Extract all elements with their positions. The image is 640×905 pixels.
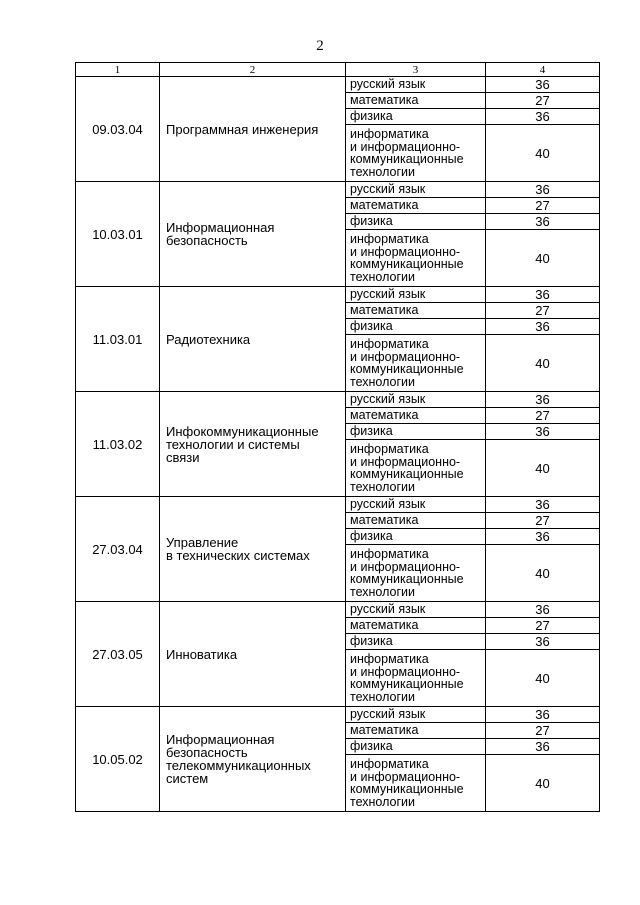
admission-table bbox=[75, 62, 600, 812]
program-name-cell bbox=[160, 707, 346, 812]
minimum-score: 36 bbox=[486, 739, 600, 755]
minimum-score: 36 bbox=[486, 214, 600, 230]
table-body bbox=[76, 77, 600, 812]
exam-subject: информатика и информационно- коммуникационные технологии bbox=[346, 650, 486, 707]
minimum-score: 36 bbox=[486, 77, 600, 93]
exam-subject: физика bbox=[346, 109, 486, 125]
minimum-score: 40 bbox=[486, 545, 600, 602]
minimum-score: 40 bbox=[486, 125, 600, 182]
exam-subject: информатика и информационно- коммуникационные технологии bbox=[346, 755, 486, 812]
minimum-score: 27 bbox=[486, 723, 600, 739]
exam-subject: физика bbox=[346, 634, 486, 650]
exam-subject: информатика и информационно- коммуникационные технологии bbox=[346, 230, 486, 287]
exam-subject: физика bbox=[346, 319, 486, 335]
table-row bbox=[76, 707, 600, 723]
exam-subject: математика bbox=[346, 408, 486, 424]
minimum-score: 36 bbox=[486, 707, 600, 723]
exam-subject: математика bbox=[346, 198, 486, 214]
exam-subject: математика bbox=[346, 723, 486, 739]
minimum-score: 27 bbox=[486, 408, 600, 424]
program-code: 27.03.05 bbox=[76, 602, 160, 707]
column-number-4: 4 bbox=[486, 63, 600, 77]
program-name-cell bbox=[160, 77, 346, 182]
program-name: Управление в технических системах bbox=[166, 535, 310, 563]
minimum-score: 40 bbox=[486, 230, 600, 287]
minimum-score: 27 bbox=[486, 198, 600, 214]
program-name: Информационная безопасность bbox=[166, 220, 275, 248]
minimum-score: 27 bbox=[486, 93, 600, 109]
minimum-score: 27 bbox=[486, 618, 600, 634]
exam-subject: информатика и информационно- коммуникационные технологии bbox=[346, 125, 486, 182]
program-name-cell bbox=[160, 182, 346, 287]
table-row bbox=[76, 602, 600, 618]
exam-subject: физика bbox=[346, 529, 486, 545]
program-name: Программная инженерия bbox=[166, 121, 319, 137]
minimum-score: 36 bbox=[486, 287, 600, 303]
column-number-row bbox=[76, 63, 600, 77]
minimum-score: 40 bbox=[486, 335, 600, 392]
minimum-score: 36 bbox=[486, 182, 600, 198]
page-number: 2 bbox=[316, 38, 324, 54]
exam-subject: физика bbox=[346, 739, 486, 755]
program-code: 11.03.01 bbox=[76, 287, 160, 392]
minimum-score: 36 bbox=[486, 319, 600, 335]
exam-subject: информатика и информационно- коммуникационные технологии bbox=[346, 545, 486, 602]
program-name-cell bbox=[160, 287, 346, 392]
exam-subject: математика bbox=[346, 93, 486, 109]
program-name: Инноватика bbox=[166, 646, 238, 662]
exam-subject: информатика и информационно- коммуникационные технологии bbox=[346, 440, 486, 497]
program-code: 10.05.02 bbox=[76, 707, 160, 812]
exam-subject: русский язык bbox=[346, 497, 486, 513]
program-name: Радиотехника bbox=[166, 331, 251, 347]
table-row bbox=[76, 182, 600, 198]
exam-subject: русский язык bbox=[346, 392, 486, 408]
exam-subject: математика bbox=[346, 513, 486, 529]
program-code: 09.03.04 bbox=[76, 77, 160, 182]
minimum-score: 40 bbox=[486, 755, 600, 812]
column-number-1: 1 bbox=[76, 63, 160, 77]
table-row bbox=[76, 287, 600, 303]
exam-subject: русский язык bbox=[346, 182, 486, 198]
program-name: Инфокоммуникационные технологии и системы связи bbox=[166, 423, 319, 465]
minimum-score: 36 bbox=[486, 392, 600, 408]
exam-subject: русский язык bbox=[346, 287, 486, 303]
exam-subject: русский язык bbox=[346, 77, 486, 93]
minimum-score: 40 bbox=[486, 440, 600, 497]
program-name: Информационная безопасность телекоммуникационных систем bbox=[166, 732, 311, 786]
program-name-cell bbox=[160, 602, 346, 707]
table-row bbox=[76, 77, 600, 93]
exam-subject: русский язык bbox=[346, 602, 486, 618]
exam-subject: математика bbox=[346, 303, 486, 319]
minimum-score: 36 bbox=[486, 602, 600, 618]
minimum-score: 36 bbox=[486, 497, 600, 513]
minimum-score: 27 bbox=[486, 303, 600, 319]
exam-subject: математика bbox=[346, 618, 486, 634]
minimum-score: 36 bbox=[486, 634, 600, 650]
program-name-cell bbox=[160, 392, 346, 497]
minimum-score: 36 bbox=[486, 424, 600, 440]
exam-subject: информатика и информационно- коммуникационные технологии bbox=[346, 335, 486, 392]
minimum-score: 36 bbox=[486, 529, 600, 545]
table-row bbox=[76, 392, 600, 408]
program-code: 27.03.04 bbox=[76, 497, 160, 602]
program-code: 10.03.01 bbox=[76, 182, 160, 287]
column-number-2: 2 bbox=[160, 63, 346, 77]
minimum-score: 36 bbox=[486, 109, 600, 125]
column-number-3: 3 bbox=[346, 63, 486, 77]
exam-subject: физика bbox=[346, 214, 486, 230]
minimum-score: 40 bbox=[486, 650, 600, 707]
program-name-cell bbox=[160, 497, 346, 602]
exam-subject: русский язык bbox=[346, 707, 486, 723]
table-row bbox=[76, 497, 600, 513]
program-code: 11.03.02 bbox=[76, 392, 160, 497]
minimum-score: 27 bbox=[486, 513, 600, 529]
exam-subject: физика bbox=[346, 424, 486, 440]
